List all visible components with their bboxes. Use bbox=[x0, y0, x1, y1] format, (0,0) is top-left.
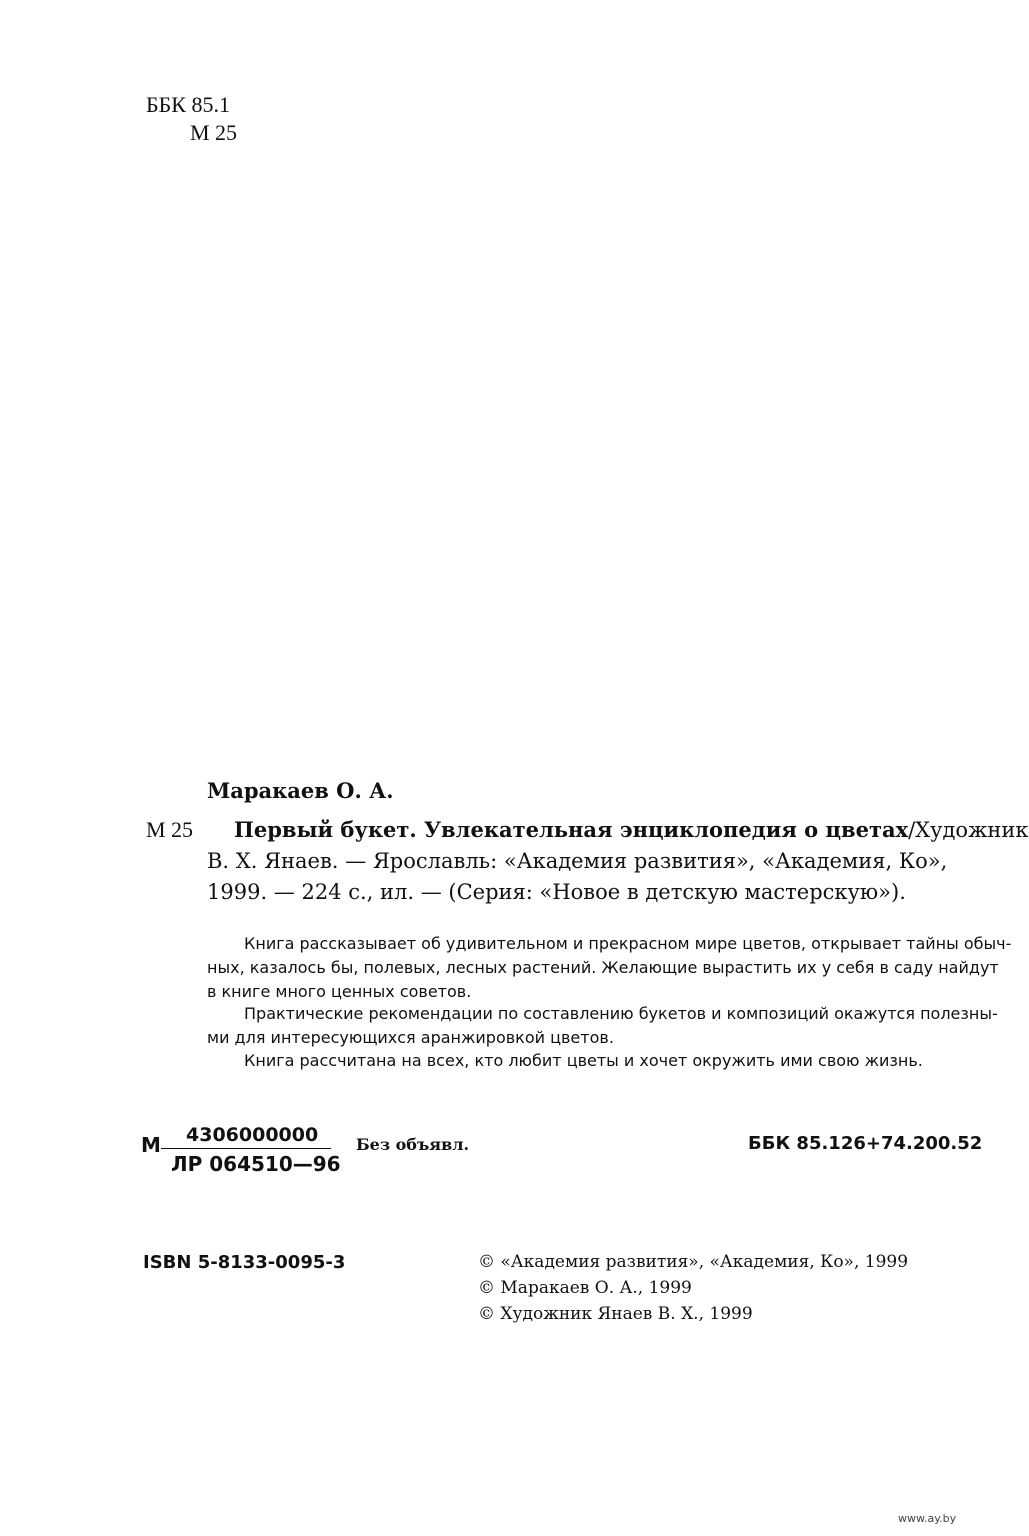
author-name: Маракаев О. А. bbox=[207, 778, 394, 803]
annotation-line: в книге много ценных советов. bbox=[207, 982, 472, 1001]
copyright-line: © Маракаев О. А., 1999 bbox=[478, 1278, 692, 1298]
imprint-m-letter: М bbox=[141, 1133, 161, 1157]
imprint-fraction-line bbox=[161, 1148, 331, 1149]
copyright-line: © «Академия развития», «Академия, Ко», 1999 bbox=[478, 1252, 909, 1272]
book-title: Первый букет. Увлекательная энциклопедия о цветах bbox=[234, 817, 909, 842]
annotation-line: Книга рассказывает об удивительном и прекрасном мире цветов, открывает тайны обыч- bbox=[244, 934, 1012, 953]
illustrator-label: /Художник bbox=[908, 818, 1029, 842]
author-code-top: М 25 bbox=[190, 120, 238, 145]
annotation-line: Практические рекомендации по составлению букетов и композиций окажутся полезны- bbox=[244, 1004, 998, 1023]
imprint-denominator: ЛР 064510—96 bbox=[171, 1152, 341, 1176]
bibliographic-title-line bbox=[234, 817, 1029, 842]
copyright-line: © Художник Янаев В. Х., 1999 bbox=[478, 1304, 753, 1324]
annotation-line: ми для интересующихся аранжировкой цветов. bbox=[207, 1028, 614, 1047]
bbk-index-top: ББК 85.1 bbox=[146, 92, 230, 117]
no-ads-note: Без объявл. bbox=[356, 1135, 470, 1154]
bbk-index-bottom: ББК 85.126+74.200.52 bbox=[748, 1133, 983, 1154]
annotation-line: ных, казалось бы, полевых, лесных растений. Желающие вырастить их у себя в саду найдут bbox=[207, 958, 999, 977]
watermark: www.ay.by bbox=[898, 1512, 957, 1525]
annotation-line: Книга рассчитана на всех, кто любит цветы и хочет окружить ими свою жизнь. bbox=[244, 1051, 923, 1070]
imprint-numerator: 4306000000 bbox=[186, 1124, 319, 1146]
bibliographic-line-3: 1999. — 224 с., ил. — (Серия: «Новое в детскую мастерскую»). bbox=[207, 880, 906, 904]
isbn: ISBN 5-8133-0095-3 bbox=[143, 1252, 346, 1273]
bibliographic-line-2: В. Х. Янаев. — Ярославль: «Академия развития», «Академия, Ко», bbox=[207, 849, 948, 873]
author-code-entry: М 25 bbox=[146, 817, 194, 842]
